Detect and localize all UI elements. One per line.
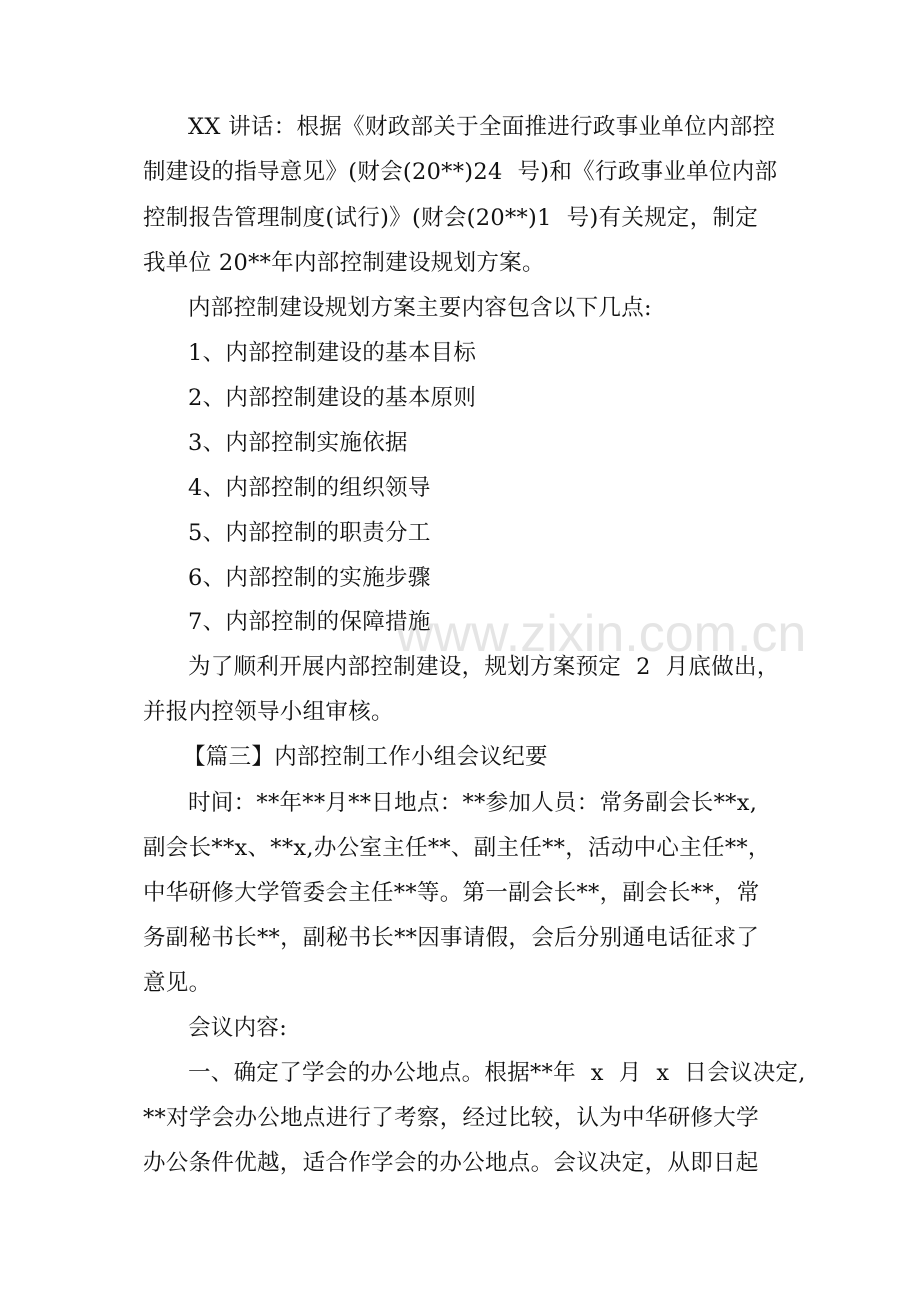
paragraph-line: 时间：**年**月**日地点：**参加人员：常务副会长**x,	[188, 790, 758, 816]
paragraph-line: 内部控制建设规划方案主要内容包含以下几点:	[188, 295, 652, 321]
list-item: 7、内部控制的保障措施	[188, 609, 431, 635]
section-heading: 【篇三】内部控制工作小组会议纪要	[183, 744, 548, 770]
paragraph-line: 中华研修大学管委会主任**等。第一副会长**，副会长**，常	[143, 880, 760, 906]
list-item: 6、内部控制的实施步骤	[188, 565, 431, 591]
list-item: 3、内部控制实施依据	[188, 430, 408, 456]
watermark: www.zixin.com.cn	[396, 605, 807, 663]
list-item: 4、内部控制的组织领导	[188, 475, 431, 501]
paragraph-line: 我单位 20**年内部控制建设规划方案。	[143, 250, 545, 276]
paragraph-line: 办公条件优越，适合作学会的办公地点。会议决定，从即日起	[143, 1150, 759, 1176]
paragraph-line: 并报内控领导小组审核。	[143, 699, 394, 725]
paragraph-line: 制建设的指导意见》(财会(20**)24 号)和《行政事业单位内部	[143, 159, 778, 185]
paragraph-line: 务副秘书长**，副秘书长**因事请假，会后分别通电话征求了	[143, 925, 760, 951]
list-item: 2、内部控制建设的基本原则	[188, 385, 477, 411]
paragraph-line: 为了顺利开展内部控制建设，规划方案预定 2 月底做出，	[188, 654, 780, 680]
paragraph-line: 意见。	[143, 970, 212, 996]
paragraph-line: 会议内容:	[188, 1015, 288, 1041]
paragraph-line: 副会长**x、**x,办公室主任**、副主任**，活动中心主任**，	[143, 835, 771, 861]
paragraph-line: **对学会办公地点进行了考察，经过比较，认为中华研修大学	[143, 1105, 759, 1131]
list-item: 1、内部控制建设的基本目标	[188, 340, 477, 366]
paragraph-line: 一、确定了学会的办公地点。根据**年 x 月 x 日会议决定,	[188, 1060, 806, 1086]
list-item: 5、内部控制的职责分工	[188, 520, 431, 546]
paragraph-line: 控制报告管理制度(试行)》(财会(20**)1 号)有关规定，制定	[143, 205, 759, 231]
paragraph-line: XX 讲话：根据《财政部关于全面推进行政事业单位内部控	[188, 114, 776, 140]
